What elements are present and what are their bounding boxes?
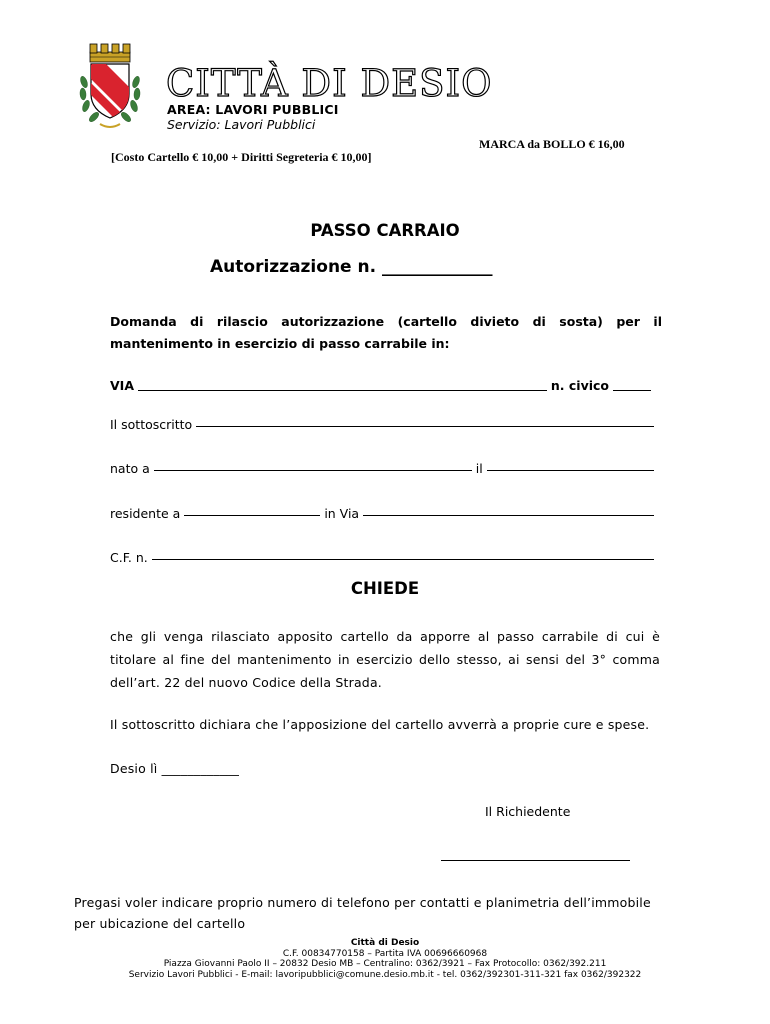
residente-field[interactable] <box>184 515 320 516</box>
shield-icon <box>78 60 138 124</box>
place-date: Desio lì ____________ <box>110 761 240 776</box>
page-title: PASSO CARRAIO <box>310 221 460 240</box>
city-crest-logo <box>76 42 144 134</box>
residente-label: residente a <box>110 506 181 521</box>
via-row <box>110 378 655 393</box>
footer-name: Città di Desio <box>350 938 420 948</box>
footer-line3: Servizio Lavori Pubblici - E-mail: lavoripubblici@comune.desio.mb.it - tel. 0362/392301-311-321 fax 0362/392322 <box>128 969 642 980</box>
nato-label: nato a <box>110 461 150 476</box>
residenza-via-field[interactable] <box>363 515 654 516</box>
chiede-heading: CHIEDE <box>350 579 420 598</box>
footer <box>0 938 770 980</box>
footer-line1: C.F. 00834770158 – Partita IVA 00696660968 <box>282 948 488 959</box>
servizio-label: Servizio: Lavori Pubblici <box>167 117 316 132</box>
residente-row <box>110 506 658 521</box>
nato-row <box>110 461 658 476</box>
sottoscritto-label: Il sottoscritto <box>110 417 193 432</box>
sottoscritto-field[interactable] <box>196 426 654 427</box>
il-label: il <box>475 461 483 476</box>
via-label: VIA <box>110 378 134 393</box>
city-title: CITTÀ DI DESIO <box>166 62 493 105</box>
contact-note: Pregasi voler indicare proprio numero di telefono per contatti e planimetria dell’immobile per ubicazione del cartello <box>74 895 651 931</box>
costo-cartello: [Costo Cartello € 10,00 + Diritti Segreteria € 10,00] <box>111 150 372 164</box>
cf-field[interactable] <box>152 559 654 560</box>
autorizzazione-number: Autorizzazione n. _____________ <box>210 257 493 277</box>
sottoscritto-row <box>110 417 658 432</box>
in-via-label: in Via <box>324 506 360 521</box>
luogo-nascita-field[interactable] <box>154 470 472 471</box>
crown-icon <box>90 44 130 62</box>
cf-row <box>110 550 658 565</box>
marca-bollo: MARCA da BOLLO € 16,00 <box>479 137 625 151</box>
request-paragraph: che gli venga rilasciato apposito cartello da apporre al passo carrabile di cui è titolare al fine del mantenimento in esercizio dello stesso, ai sensi del 3° comma dell’art. 22 del nuovo Codice della Strada. <box>110 629 660 690</box>
area-label: AREA: LAVORI PUBBLICI <box>167 102 339 117</box>
signature-line[interactable] <box>441 860 630 861</box>
data-nascita-field[interactable] <box>487 470 654 471</box>
civico-label: n. civico <box>550 378 609 393</box>
footer-line2: Piazza Giovanni Paolo II – 20832 Desio MB – Centralino: 0362/3921 – Fax Protocollo: 0362/392.211 <box>163 959 607 969</box>
cf-label: C.F. n. <box>110 550 148 565</box>
via-field[interactable] <box>138 376 547 391</box>
declaration-text: Il sottoscritto dichiara che l’apposizione del cartello avverrà a proprie cure e spese. <box>110 717 650 732</box>
signature-label: Il Richiedente <box>485 804 571 819</box>
domanda-text: Domanda di rilascio autorizzazione (cartello divieto di sosta) per il mantenimento in esercizio di passo carrabile in: <box>110 314 662 351</box>
civico-field[interactable] <box>613 376 651 391</box>
